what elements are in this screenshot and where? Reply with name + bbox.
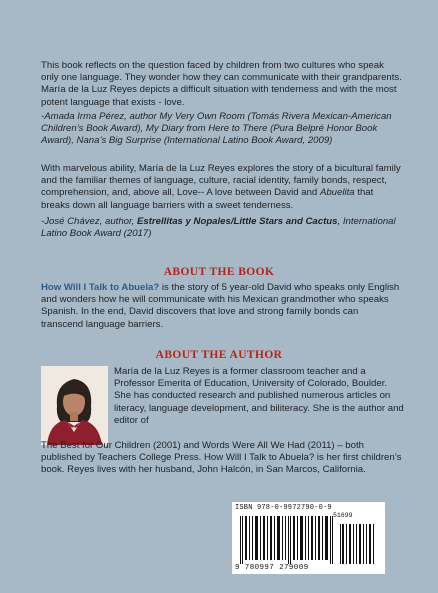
blurb-paragraph [41,60,403,109]
about-author-continued: The Best for Our Children (2001) and Words Were All We Had (2011) – both published by Teachers College Press. How Will I Talk to Abuela? is her first children’s book. Reyes lives with her husband, John Halcón, in San Marcos, California. [41,440,402,476]
isbn-label: ISBN 978-0-9972790-0-9 [235,504,332,512]
about-book-body: is the story of 5 year-old David who speaks only English and wonders how he will communicate with his Mexican grandmother who speaks Spanish. In the end, David discovers that love and strong family bonds can transcend language barriers. [41,282,400,330]
review-2-attr-tail: , International Latino Book Award (2017) [41,215,396,240]
barcode-bars [240,516,380,564]
blurb-text: This book reflects on the question faced by children from two cultures who speak only one language. They wonder how they can communicate with their grandparents. María de la Luz Reyes depicts a difficult situation with tenderness and with the most potent language that exists - love. [41,60,402,108]
about-author-side: María de la Luz Reyes is a former classroom teacher and a Professor Emerita of Education, University of Colorado, Boulder. She has conducted research and published numerous articles on literacy, language development, and biliteracy. She is the author and editor of [114,366,404,426]
review-2-text [41,163,403,212]
review-2-attr-lead: -José Chávez, author, [41,215,137,227]
author-photo [41,366,108,445]
isbn-number: 9 780997 279009 [235,564,309,572]
isbn-barcode [232,502,385,574]
review-2-attribution [41,216,403,240]
review-2-abuelita: Abuelita [319,187,355,199]
about-book-heading: ABOUT THE BOOK [163,266,275,278]
review-1-text: -Amada Irma Pérez, author My Very Own Room (Tomás Rivera Mexican-American Children’s Book Award), My Diary from Here to There (Pura Belpré Honor Book Award), Nana’s Big Surprise (International Latino Book Award, 2009) [41,111,392,147]
review-2-attr-title: Estrellitas y Nopales/Little Stars and Cactus [137,215,338,227]
about-book [41,282,403,331]
price-addon: 51699 [333,512,353,519]
review-2 [41,163,403,240]
about-author-heading: ABOUT THE AUTHOR [155,349,283,361]
review-2-lead: With marvelous ability, María de la Luz Reyes explores the story of a bicultural family and the familiar themes of language, culture, racial identity, family bonds, respect, comprehension, and, above all, Love-- A love between David and [41,163,401,199]
about-book-text [41,282,403,331]
review-2-tail: that breaks down all language barriers with a sweet tenderness. [41,187,374,211]
book-title: How Will I Talk to Abuela? [41,282,160,293]
author-portrait-image [41,366,108,445]
review-1 [41,111,403,148]
